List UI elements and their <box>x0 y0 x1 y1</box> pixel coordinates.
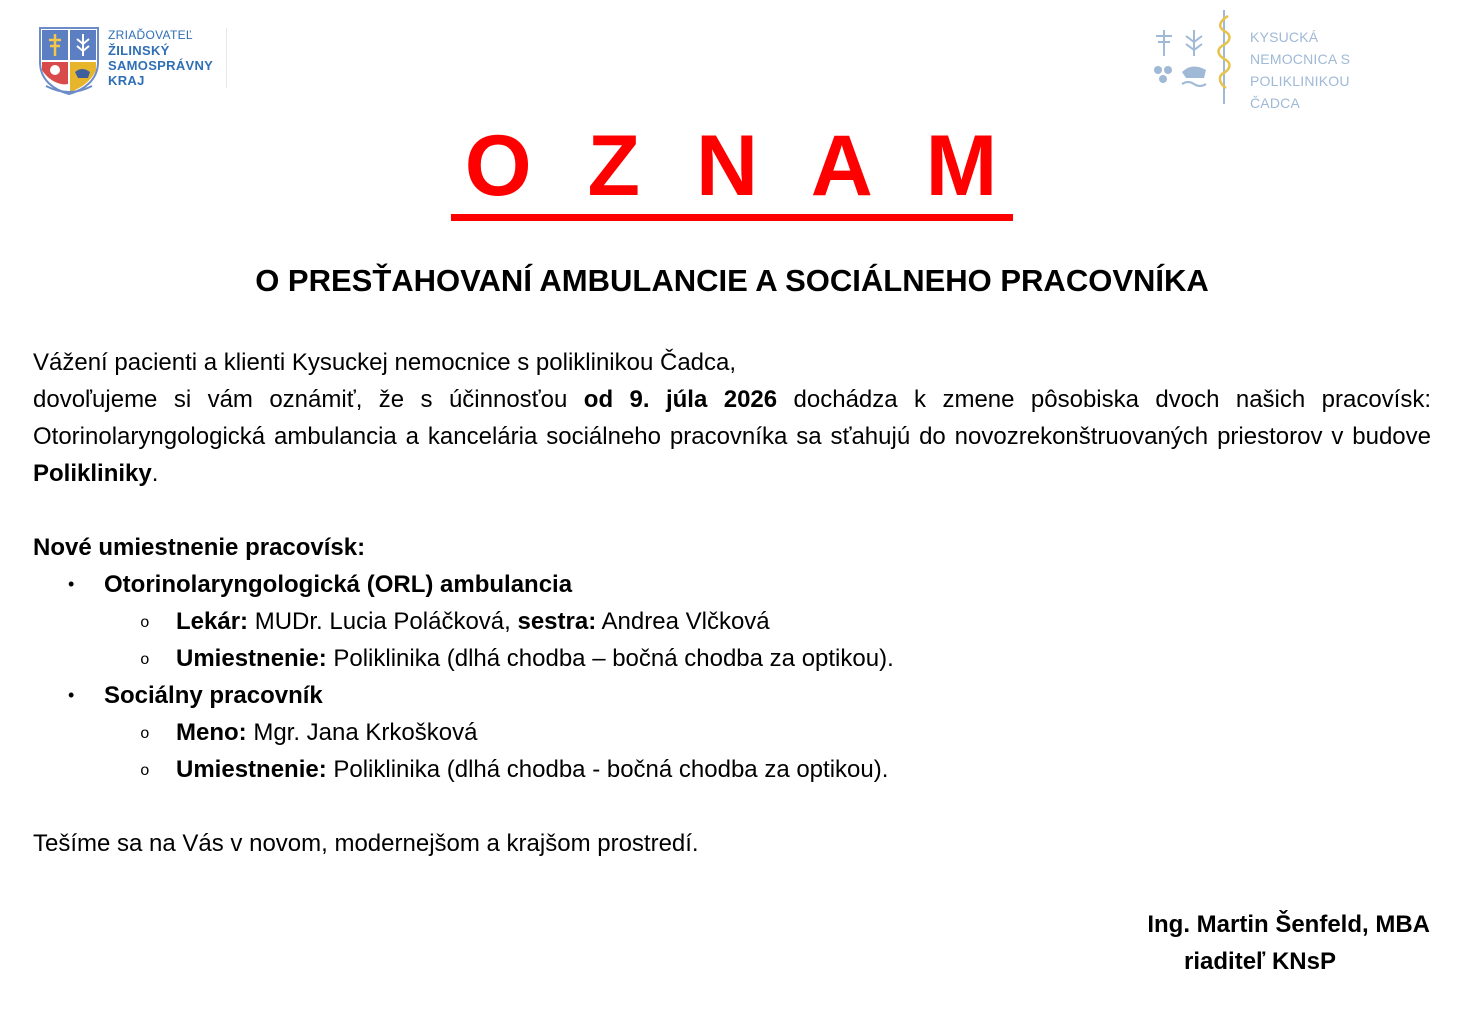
knsp-logo-line2: NEMOCNICA S POLIKLINIKOU <box>1250 51 1351 89</box>
logo-divider <box>226 28 227 88</box>
zsk-coat-of-arms-icon <box>38 26 100 96</box>
doctor-label: Lekár: <box>176 608 249 635</box>
title-wrapper <box>0 118 1464 221</box>
notice-body <box>33 344 1431 862</box>
orl-doctor-row <box>104 603 1431 640</box>
bullet-icon: • <box>68 685 75 705</box>
notice-subtitle: O PRESŤAHOVANÍ AMBULANCIE A SOCIÁLNEHO PRACOVNÍKA <box>255 263 1209 298</box>
locations-heading: Nové umiestnenie pracovísk: <box>33 534 366 561</box>
knsp-logo-line3: ČADCA <box>1250 95 1301 111</box>
sw-location-value: Poliklinika (dlhá chodba - bočná chodba za optikou). <box>326 756 889 783</box>
signatory-role: riaditeľ KNsP <box>1184 948 1336 975</box>
knsp-logo-text <box>1250 26 1440 114</box>
circle-bullet-icon: o <box>140 651 150 669</box>
social-worker-location-row <box>104 751 1431 788</box>
rod-of-asclepius-icon <box>1216 8 1232 106</box>
knsp-logo <box>1150 8 1440 111</box>
intro-text-after-date: dochádza k zmene pôsobiska dvoch našich pracovísk: Otorinolaryngologická ambulancia a kancelária sociálneho pracovníka sa sťahujú do novozrekonštruovaných priestorov v budove <box>33 386 1432 450</box>
circle-bullet-icon: o <box>140 725 150 743</box>
bullet-icon: • <box>68 574 75 594</box>
doctor-value: MUDr. Lucia Poláčková, <box>248 608 518 635</box>
intro-paragraph <box>33 381 1431 492</box>
zsk-logo-line4: KRAJ <box>108 73 145 88</box>
circle-bullet-icon: o <box>140 614 150 632</box>
closing-text: Tešíme sa na Vás v novom, modernejšom a krajšom prostredí. <box>33 830 699 857</box>
list-item-orl <box>33 566 1431 677</box>
person-label: Meno: <box>176 719 247 746</box>
social-worker-name: Sociálny pracovník <box>104 682 323 709</box>
nurse-value: Andrea Vlčková <box>596 608 770 635</box>
zsk-logo-line2: ŽILINSKÝ <box>108 43 170 58</box>
circle-bullet-icon: o <box>140 762 150 780</box>
zsk-logo-text <box>108 28 213 88</box>
orl-details <box>104 603 1431 677</box>
sw-location-label: Umiestnenie: <box>176 756 327 783</box>
zsk-logo-line1: ZRIAĎOVATEĽ <box>108 28 193 42</box>
signature-block <box>1090 906 1430 980</box>
signatory-name: Ing. Martin Šenfeld, MBA <box>1147 911 1430 938</box>
spacer <box>33 788 1431 825</box>
greeting: Vážení pacienti a klienti Kysuckej nemocnice s poliklinikou Čadca, <box>33 349 737 376</box>
knsp-heraldic-symbols-icon <box>1150 26 1212 92</box>
zsk-logo-line3: SAMOSPRÁVNY <box>108 58 214 73</box>
knsp-logo-line1: KYSUCKÁ <box>1250 29 1319 45</box>
orl-location-value: Poliklinika (dlhá chodba – bočná chodba za optikou). <box>326 645 894 672</box>
orl-name: Otorinolaryngologická (ORL) ambulancia <box>104 571 573 598</box>
intro-text-before-date: dovoľujeme si vám oznámiť, že s účinnosťou <box>33 386 584 413</box>
orl-location-label: Umiestnenie: <box>176 645 327 672</box>
zsk-logo <box>38 26 238 98</box>
building-name: Polikliniky <box>33 460 152 487</box>
spacer <box>33 492 1431 529</box>
notice-title: O Z N A M <box>451 118 1013 221</box>
intro-end: . <box>151 460 159 487</box>
orl-location-row <box>104 640 1431 677</box>
list-item-social-worker <box>33 677 1431 788</box>
person-value: Mgr. Jana Krkošková <box>246 719 478 746</box>
social-worker-details <box>104 714 1431 788</box>
nurse-label: sestra: <box>517 608 597 635</box>
effective-date: od 9. júla 2026 <box>583 386 778 413</box>
social-worker-name-row <box>104 714 1431 751</box>
locations-list <box>33 566 1431 788</box>
